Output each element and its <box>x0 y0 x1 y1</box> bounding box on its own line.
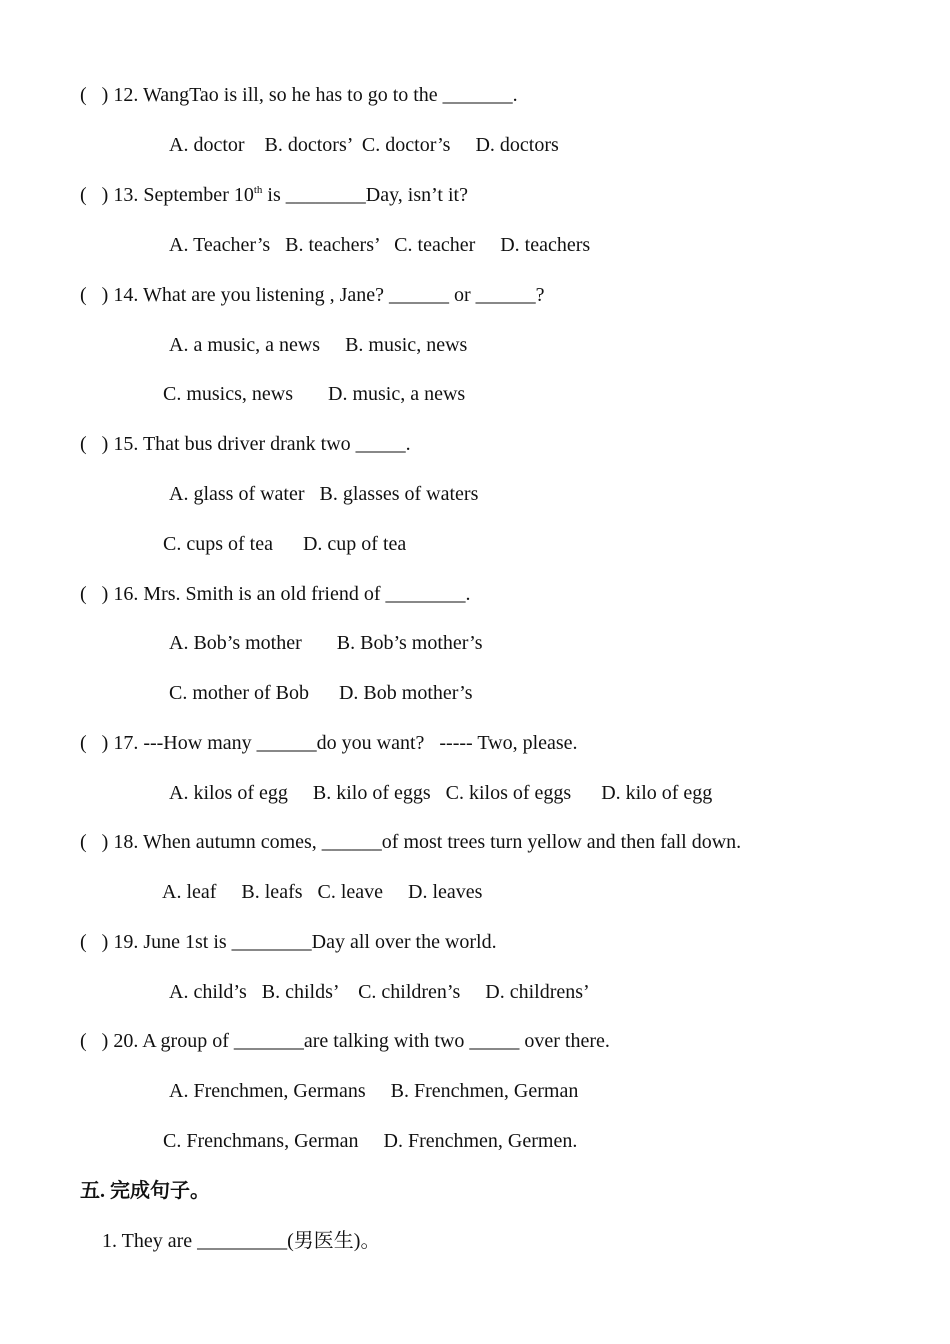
question-12-options: A. doctor B. doctors’ C. doctor’s D. doctors <box>169 134 559 156</box>
question-14-options-ab: A. a music, a news B. music, news <box>169 334 468 356</box>
question-16-options-cd: C. mother of Bob D. Bob mother’s <box>169 682 473 704</box>
question-13-stem-end: is ________Day, isn’t it? <box>262 184 468 206</box>
ordinal-suffix: th <box>253 184 263 196</box>
question-19-stem: ( ) 19. June 1st is ________Day all over the world. <box>80 931 497 953</box>
question-13-options: A. Teacher’s B. teachers’ C. teacher D. teachers <box>169 234 591 256</box>
question-16-stem: ( ) 16. Mrs. Smith is an old friend of ________. <box>80 583 471 605</box>
question-20-stem: ( ) 20. A group of _______are talking with two _____ over there. <box>80 1030 610 1052</box>
question-19-options: A. child’s B. childs’ C. children’s D. childrens’ <box>169 981 590 1003</box>
question-17-stem: ( ) 17. ---How many ______do you want? ----- Two, please. <box>80 732 578 754</box>
question-20-options-cd: C. Frenchmans, German D. Frenchmen, Germen. <box>163 1130 578 1152</box>
question-17-options: A. kilos of egg B. kilo of eggs C. kilos of eggs D. kilo of egg <box>169 782 713 804</box>
question-13-stem <box>80 183 468 207</box>
question-14-stem: ( ) 14. What are you listening , Jane? ______ or ______? <box>80 284 545 306</box>
question-15-options-cd: C. cups of tea D. cup of tea <box>163 533 407 555</box>
question-18-options: A. leaf B. leafs C. leave D. leaves <box>162 881 483 903</box>
question-13-stem-start: ( ) 13. September 10 <box>80 184 254 206</box>
question-15-stem: ( ) 15. That bus driver drank two _____. <box>80 433 411 455</box>
question-16-options-ab: A. Bob’s mother B. Bob’s mother’s <box>169 632 483 654</box>
question-15-options-ab: A. glass of water B. glasses of waters <box>169 483 479 505</box>
question-14-options-cd: C. musics, news D. music, a news <box>163 383 466 405</box>
question-20-options-ab: A. Frenchmen, Germans B. Frenchmen, German <box>169 1080 579 1102</box>
question-18-stem: ( ) 18. When autumn comes, ______of most trees turn yellow and then fall down. <box>80 831 742 853</box>
section-5-item-1: 1. They are _________(男医生)。 <box>102 1230 381 1252</box>
section-5-heading: 五. 完成句子。 <box>80 1180 210 1202</box>
question-12-stem: ( ) 12. WangTao is ill, so he has to go to the _______. <box>80 84 518 106</box>
